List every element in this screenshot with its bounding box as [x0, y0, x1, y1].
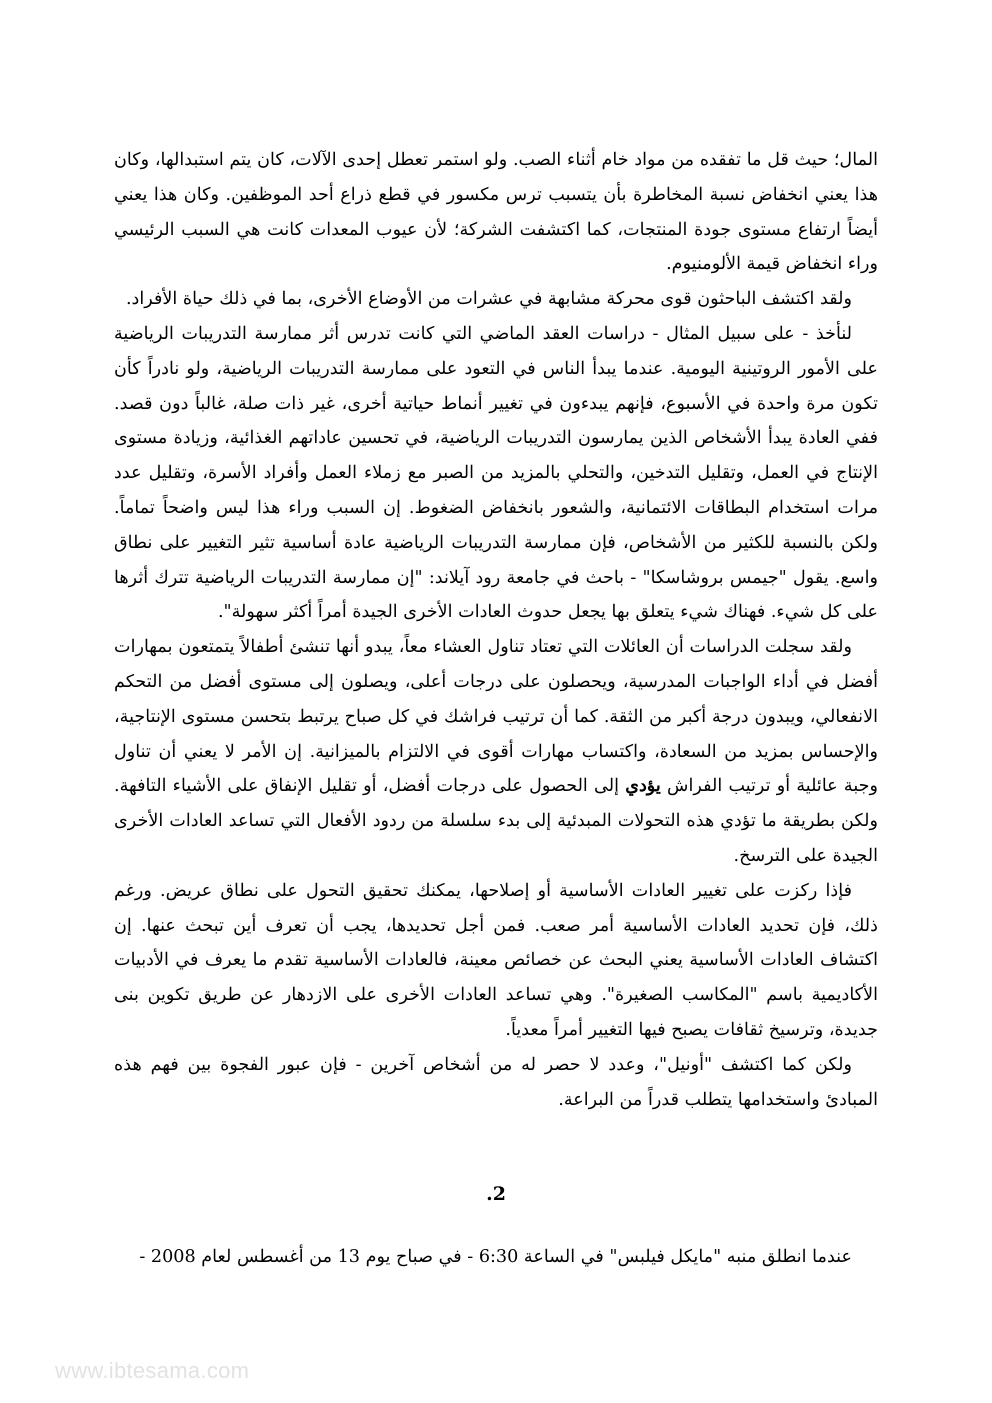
section-spacer-top: [114, 1117, 878, 1177]
paragraph-1: المال؛ حيث قل ما تفقده من مواد خام أثناء الصب. ولو استمر تعطل إحدى الآلات، كان يتم استبدالها، وكان هذا يعني انخفاض نسبة المخاطرة بأن يتسبب ترس مكسور في قطع ذراع أحد الموظفين. وكان هذا يعني أيضاً ارتفاع مستوى جودة المنتجات، كما اكتشفت الشركة؛ لأن عيوب المعدات كانت هي السبب الرئيسي وراء انخفاض قيمة الألومنيوم.: [114, 150, 878, 275]
paragraph-3: لنأخذ - على سبيل المثال - دراسات العقد الماضي التي كانت تدرس أثر ممارسة التدريبات الرياضية على الأمور الروتينية اليومية. عندما يبدأ الناس في التعود على ممارسة التدريبات الرياضية، ولو نادراً كأن تكون مرة واحدة في الأسبوع، فإنهم يبدءون في تغيير أنماط حياتية أخرى، غير ذات صلة، غالباً دون قصد. ففي العادة يبدأ الأشخاص الذين يمارسون التدريبات الرياضية، في تحسين عاداتهم الغذائية، وزيادة مستوى الإنتاج في العمل، وتقليل التدخين، والتحلي بالمزيد من الصبر مع زملاء العمل وأفراد الأسرة، وتقليل عدد مرات استخدام البطاقات الائتمانية، والشعور بانخفاض الضغوط. إن السبب وراء هذا ليس واضحاً تماماً. ولكن بالنسبة للكثير من الأشخاص، فإن ممارسة التدريبات الرياضية عادة أساسية تثير التغيير على نطاق واسع. يقول "جيمس بروشاسكا" - باحث في جامعة رود آيلاند: "إن ممارسة التدريبات الرياضية تترك أثرها على كل شيء. فهناك شيء يتعلق بها يجعل حدوث العادات الأخرى الجيدة أمراً أكثر سهولة".: [114, 323, 878, 623]
paragraph-5: فإذا ركزت على تغيير العادات الأساسية أو إصلاحها، يمكنك تحقيق التحول على نطاق عريض. ورغم ذلك، فإن تحديد العادات الأساسية أمر صعب. فمن أجل تحديدها، يجب أن تعرف أين تبحث عنها. إن اكتشاف العادات الأساسية يعني البحث عن خصائص معينة، فالعادات الأساسية تقدم ما يعرف في الأدبيات الأكاديمية باسم "المكاسب الصغيرة". وهي تساعد العادات الأخرى على الازدهار عن طريق تكوين بنى جديدة، وترسيخ ثقافات يصبح فيها التغيير أمراً معدياً.: [114, 880, 878, 1040]
paragraph-6: ولكن كما اكتشف "أونيل"، وعدد لا حصر له من أشخاص آخرين - فإن عبور الفجوة بين فهم هذه المبادئ واستخدامها يتطلب قدراً من البراعة.: [114, 1054, 878, 1110]
paragraph-7: عندما انطلق منبه "مايكل فيلبس" في الساعة 6:30 - في صباح يوم 13 من أغسطس لعام 2008 -: [139, 1247, 852, 1268]
document-body: [114, 143, 878, 1275]
paragraph-4: [114, 630, 878, 874]
paragraph-2: ولقد اكتشف الباحثون قوى محركة مشابهة في عشرات من الأوضاع الأخرى، بما في ذلك حياة الأفراد.: [125, 289, 852, 310]
section-spacer-bottom: [114, 1212, 878, 1240]
paragraph-4-text-after-bold: إلى الحصول على درجات أفضل، أو تقليل الإنفاق على الأشياء التافهة. ولكن بطريقة ما تؤدي هذه التحولات المبدئية إلى بدء سلسلة من ردود الأفعال التي تساعد العادات الأخرى الجيدة على الترسخ.: [114, 776, 878, 866]
section-number-heading: .2: [486, 1183, 506, 1206]
paragraph-4-bold-word: يؤدي: [625, 775, 661, 797]
site-watermark: www.ibtesama.com: [55, 1358, 250, 1383]
paragraph-4-text-before-bold: ولقد سجلت الدراسات أن العائلات التي تعتاد تناول العشاء معاً، يبدو أنها تنشئ أطفالاً يتمتعون بمهارات أفضل في أداء الواجبات المدرسية، ويحصلون على درجات أعلى، ويصلون إلى مستوى أفضل من التحكم الانفعالي، ويبدون درجة أكبر من الثقة. كما أن ترتيب فراشك في كل صباح يرتبط بتحسن مستوى الإنتاجية، والإحساس بمزيد من السعادة، واكتساب مهارات أقوى في الالتزام بالميزانية. إن الأمر لا يعني أن تناول وجبة عائلية أو ترتيب الفراش: [114, 637, 879, 797]
